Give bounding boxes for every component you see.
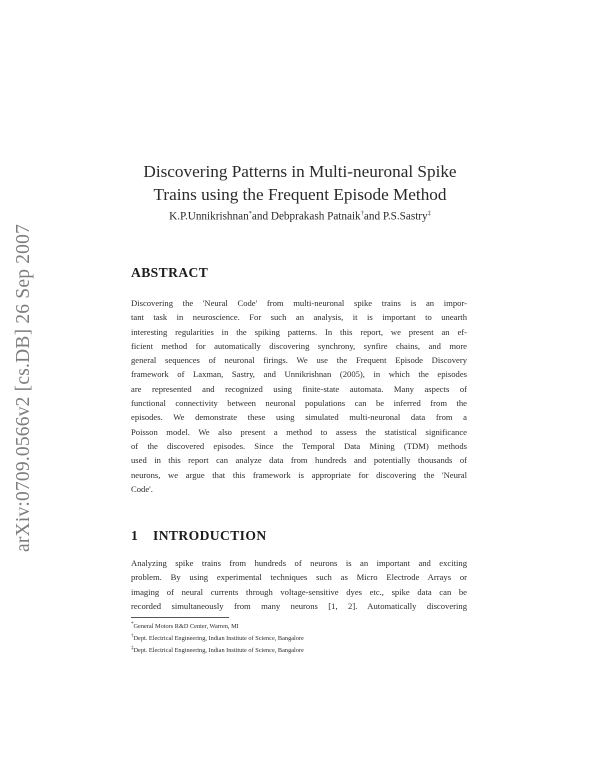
abstract-line: of the discovered episodes. Since the Temporal Data Mining (TDM) methods (131, 440, 467, 451)
paper-title (100, 160, 500, 206)
footnote-text: Dept. Electrical Engineering, Indian Institute of Science, Bangalore (133, 634, 304, 642)
footnote-divider (131, 617, 229, 618)
abstract-line: episodes. We demonstrate these using simulated multi-neuronal data from a (131, 412, 467, 423)
introduction-line: problem. By using experimental techniques such as Micro Electrode Arrays or (131, 572, 467, 583)
section-number: 1 (131, 528, 139, 543)
abstract-line: tant task in neuroscience. For such an analysis, it is important to unearth (131, 312, 467, 323)
author-list (100, 210, 500, 223)
author-unnikrishnan: K.P.Unnikrishnan (169, 210, 249, 223)
introduction-body (131, 556, 467, 613)
footnote-text: General Motors R&D Center, Warren, MI (133, 623, 239, 631)
arxiv-identifier-stamp: arXiv:0709.0566v2 [cs.DB] 26 Sep 2007 (13, 223, 34, 552)
footnote-mark: † (131, 633, 134, 639)
abstract-line: Poisson model. We also present a method to assess the statistical significance (131, 426, 467, 437)
footnote-affiliation-3 (131, 644, 304, 656)
introduction-line: imaging of neural currents through voltage-sensitive dyes etc., spike data can be (131, 586, 467, 597)
author-mark-1: * (248, 210, 252, 217)
author-sastry: and P.S.Sastry (363, 210, 428, 223)
introduction-line: Analyzing spike trains from hundreds of neurons is an important and exciting (131, 558, 467, 568)
footnote-affiliation-2 (131, 632, 304, 644)
abstract-body (131, 296, 467, 496)
paper-title-line-2: Trains using the Frequent Episode Method (153, 185, 447, 204)
footnotes (131, 620, 304, 656)
abstract-line: functional connectivity between neuronal populations can be inferred from the (131, 398, 467, 409)
footnote-text: Dept. Electrical Engineering, Indian Institute of Science, Bangalore (133, 646, 304, 654)
introduction-heading (131, 528, 267, 544)
footnote-mark: ‡ (131, 645, 134, 651)
author-mark-3: ‡ (427, 210, 431, 217)
footnote-mark: * (131, 622, 134, 627)
abstract-line: neurons, we argue that this framework is appropriate for discovering the 'Neural (131, 469, 467, 480)
abstract-line: are represented and recognized using finite-state automata. Many aspects of (131, 383, 467, 394)
introduction-line: recorded simultaneously from many neurons [1, 2]. Automatically discovering (131, 600, 467, 611)
section-title: INTRODUCTION (153, 528, 267, 543)
abstract-line: Code'. (131, 483, 153, 494)
abstract-line: ficient method for automatically discovering synchrony, synfire chains, and more (131, 340, 467, 351)
abstract-line: framework of Laxman, Sastry, and Unnikrishnan (2005), in which the episodes (131, 369, 467, 380)
abstract-line: general sequences of neuronal firings. We use the Frequent Episode Discovery (131, 355, 467, 366)
abstract-line: interesting regularities in the spiking patterns. In this report, we present an ef- (131, 326, 467, 337)
abstract-heading: ABSTRACT (131, 265, 209, 280)
abstract-line: used in this report can analyze data from hundreds and potentially thousands of (131, 455, 467, 466)
paper-title-line-1: Discovering Patterns in Multi-neuronal Spike (143, 162, 457, 181)
abstract-line: Discovering the 'Neural Code' from multi-neuronal spike trains is an impor- (131, 298, 467, 308)
footnote-affiliation-1 (131, 620, 304, 632)
author-mark-2: † (360, 210, 364, 217)
author-patnaik: and Debprakash Patnaik (251, 210, 361, 223)
